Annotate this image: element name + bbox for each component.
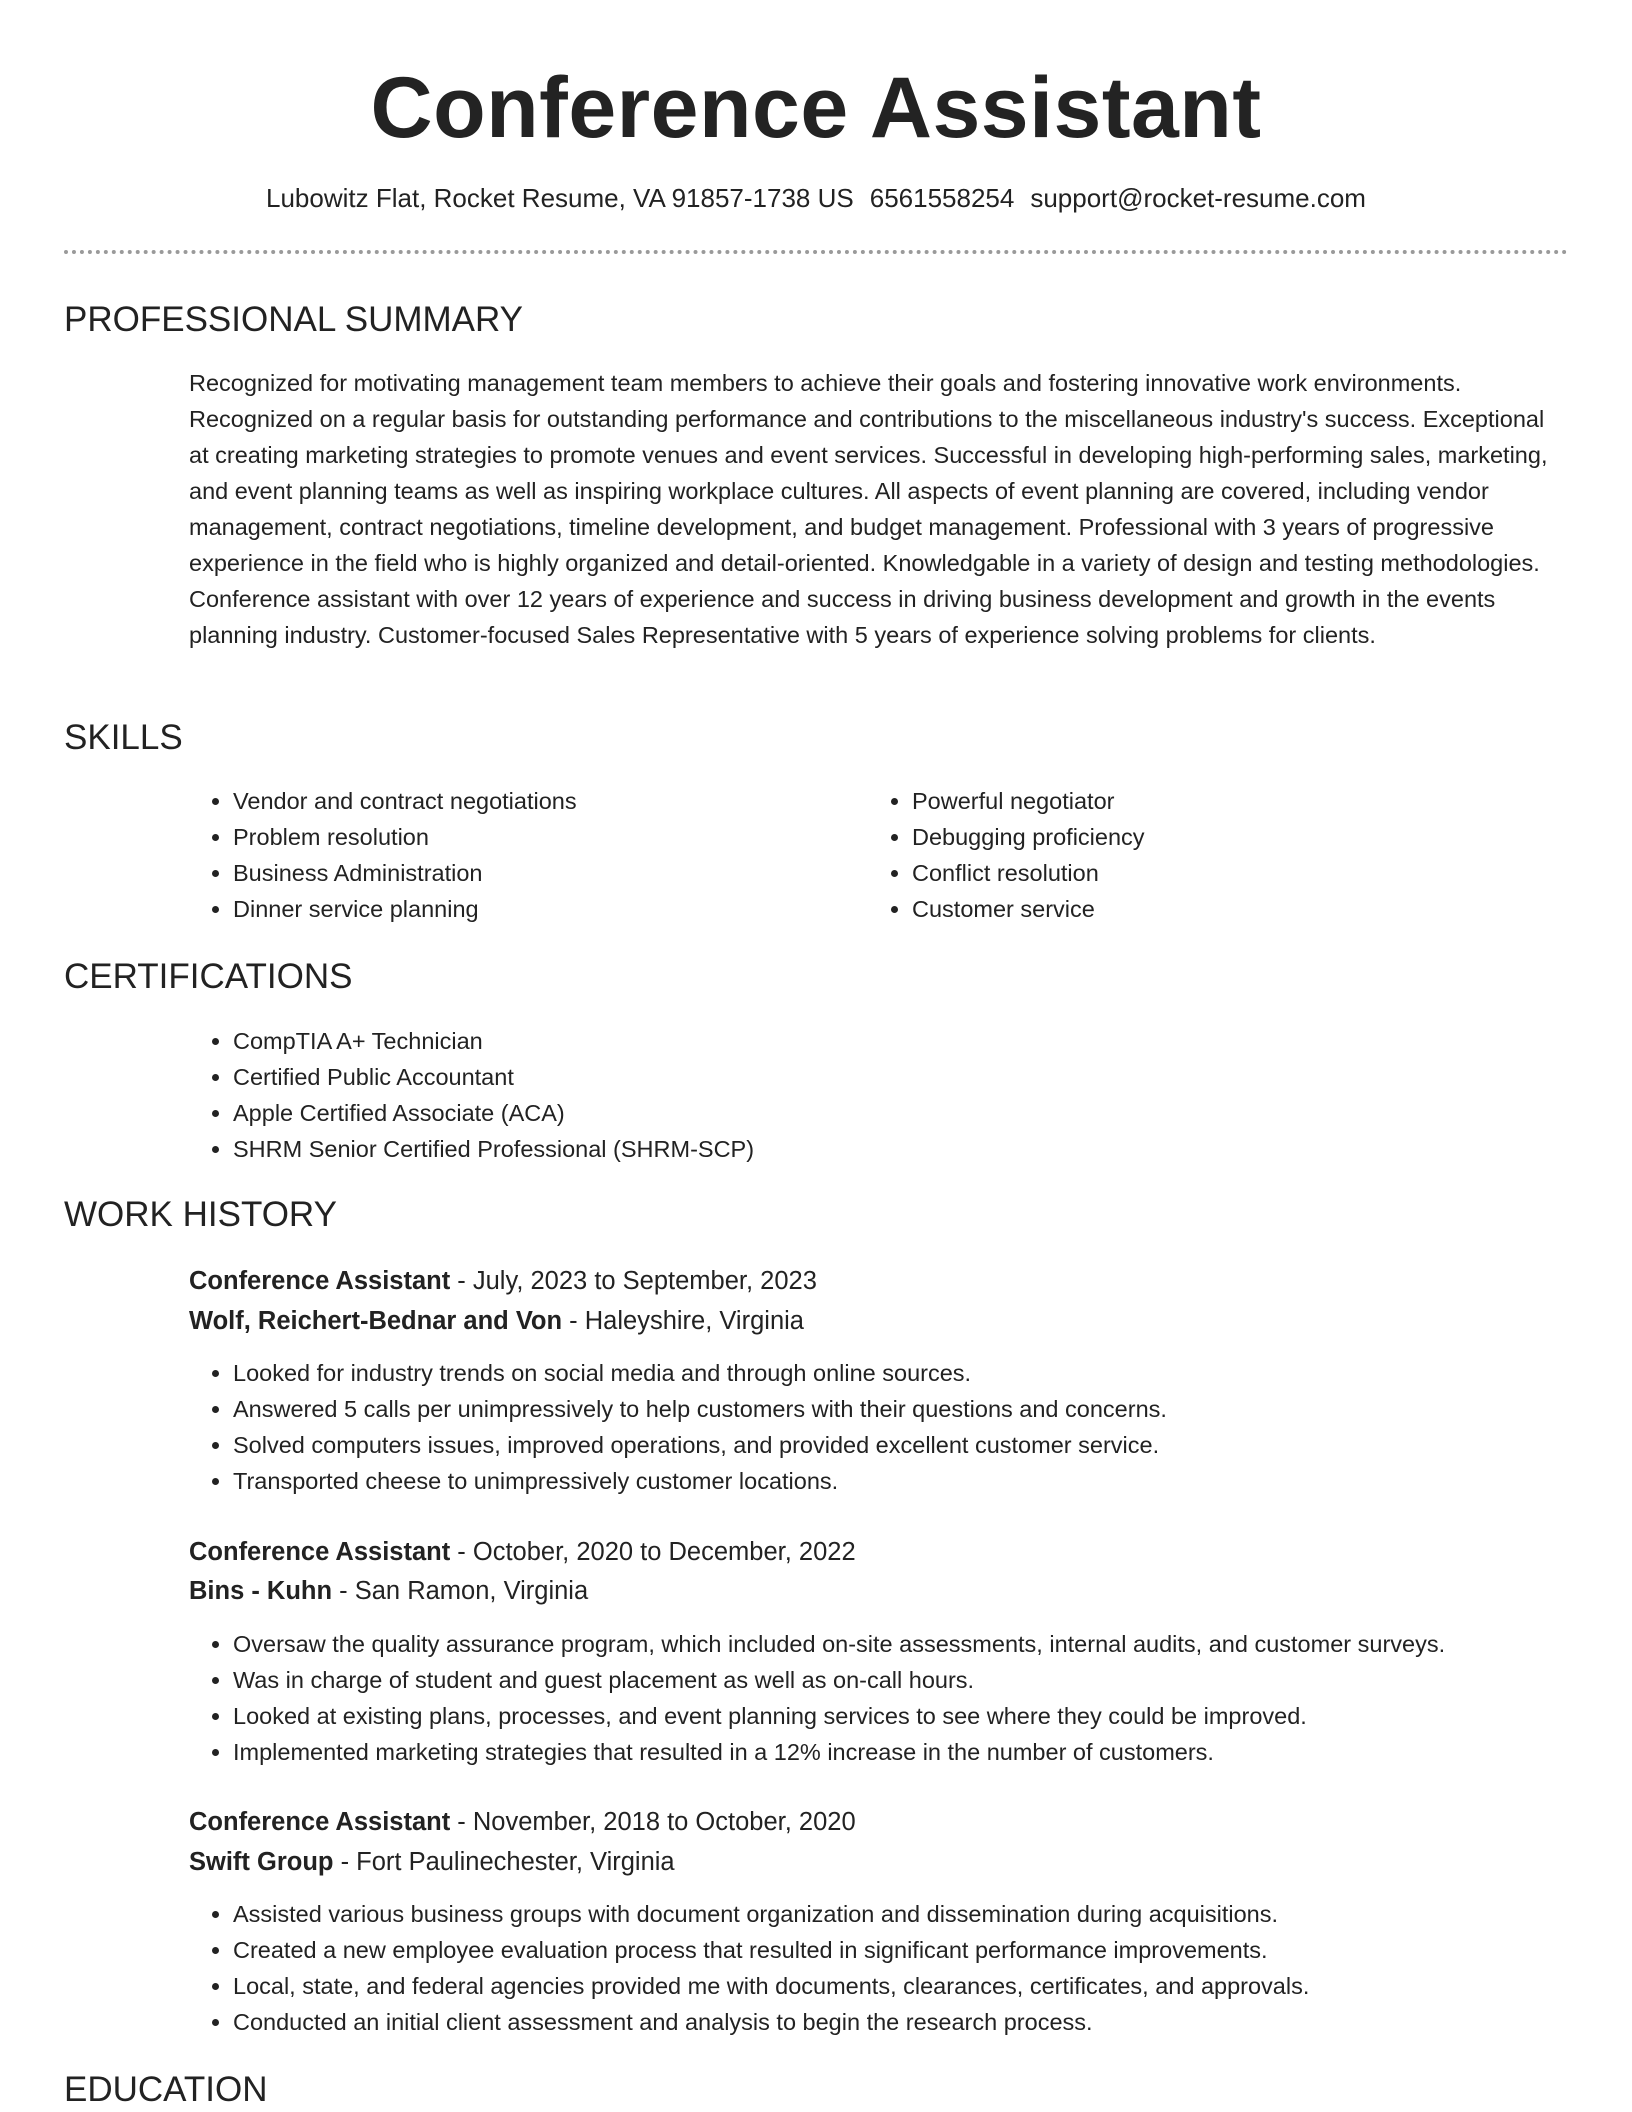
job-company: Wolf, Reichert-Bednar and Von (189, 1307, 563, 1335)
job-title: Conference Assistant (189, 1538, 451, 1566)
job-bullet: • Answered 5 calls per unimpressively to help customers with their questions and concerns. (233, 1391, 1613, 1427)
job-company-line (189, 1302, 804, 1340)
job-bullet: • Local, state, and federal agencies provided me with documents, clearances, certificates, and approvals. (233, 1968, 1613, 2004)
job-location: - Fort Paulinechester, Virginia (333, 1848, 675, 1876)
job-company-line (189, 1843, 675, 1881)
header-divider (64, 250, 1568, 254)
skill-item: • Customer service (912, 891, 1532, 927)
section-title-certifications: CERTIFICATIONS (64, 957, 353, 996)
contact-address: Lubowitz Flat, Rocket Resume, VA 91857-1738 US (266, 183, 854, 213)
resume-name: Conference Assistant (370, 60, 1262, 156)
skill-item: • Vendor and contract negotiations (233, 783, 853, 819)
skill-item: • Powerful negotiator (912, 783, 1532, 819)
job-bullets (189, 1626, 1632, 1770)
summary-text: Recognized for motivating management team members to achieve their goals and fostering innovative work environments. Recognized on a regular basis for outstanding performance and contributions to the miscellaneous industry's success. Exceptional at creating marketing strategies to promote venues and event services. Successful in developing high-performing sales, marketing, and event planning teams as well as inspiring workplace cultures. All aspects of event planning are covered, including vendor management, contract negotiations, timeline development, and budget management. Professional with 3 years of progressive experience in the field who is highly organized and detail-oriented. Knowledgable in a variety of design and testing methodologies. Conference assistant with over 12 years of experience and success in driving business development and growth in the events planning industry. Customer-focused Sales Representative with 5 years of experience solving problems for clients. (189, 370, 1548, 648)
job-bullet: • Looked for industry trends on social media and through online sources. (233, 1355, 1613, 1391)
skill-item: • Problem resolution (233, 819, 853, 855)
job-location: - San Ramon, Virginia (332, 1577, 589, 1605)
contact-line (0, 180, 1632, 216)
certifications-list (189, 1023, 1533, 1167)
skill-item: • Debugging proficiency (912, 819, 1532, 855)
job-bullet: • Was in charge of student and guest placement as well as on-call hours. (233, 1662, 1632, 1698)
job-dates: - November, 2018 to October, 2020 (450, 1808, 856, 1836)
contact-phone: 6561558254 (869, 183, 1015, 213)
section-title-summary: PROFESSIONAL SUMMARY (64, 300, 523, 339)
job-bullet: • Assisted various business groups with document organization and dissemination during acquisitions. (233, 1896, 1613, 1932)
job-company-line (189, 1572, 588, 1610)
job-title-line (189, 1262, 817, 1300)
job-title: Conference Assistant (189, 1267, 451, 1295)
job-dates: - October, 2020 to December, 2022 (450, 1538, 856, 1566)
certification-item: • Certified Public Accountant (233, 1059, 1533, 1095)
job-title-line (189, 1803, 856, 1841)
certification-item: • SHRM Senior Certified Professional (SHRM-SCP) (233, 1131, 1533, 1167)
job-dates: - July, 2023 to September, 2023 (450, 1267, 817, 1295)
job-bullet: • Implemented marketing strategies that resulted in a 12% increase in the number of customers. (233, 1734, 1632, 1770)
job-bullet: • Conducted an initial client assessment and analysis to begin the research process. (233, 2004, 1613, 2040)
job-bullets (189, 1355, 1613, 1499)
certification-item: • Apple Certified Associate (ACA) (233, 1095, 1533, 1131)
job-bullet: • Looked at existing plans, processes, and event planning services to see where they could be improved. (233, 1698, 1632, 1734)
job-bullet: • Transported cheese to unimpressively customer locations. (233, 1463, 1613, 1499)
skills-list-right (868, 783, 1532, 927)
job-company: Swift Group (189, 1848, 334, 1876)
section-title-work-history: WORK HISTORY (64, 1195, 337, 1234)
skill-item: • Dinner service planning (233, 891, 853, 927)
job-title-line (189, 1533, 856, 1571)
job-bullets (189, 1896, 1613, 2040)
section-title-education: EDUCATION (64, 2070, 268, 2109)
skill-item: • Business Administration (233, 855, 853, 891)
job-company: Bins - Kuhn (189, 1577, 333, 1605)
skills-list-left (189, 783, 853, 927)
job-title: Conference Assistant (189, 1808, 451, 1836)
job-location: - Haleyshire, Virginia (562, 1307, 804, 1335)
certification-item: • CompTIA A+ Technician (233, 1023, 1533, 1059)
job-bullet: • Solved computers issues, improved operations, and provided excellent customer service. (233, 1427, 1613, 1463)
section-title-skills: SKILLS (64, 718, 183, 757)
job-bullet: • Created a new employee evaluation process that resulted in significant performance improvements. (233, 1932, 1613, 1968)
skill-item: • Conflict resolution (912, 855, 1532, 891)
job-bullet: • Oversaw the quality assurance program, which included on-site assessments, internal audits, and customer surveys. (233, 1626, 1632, 1662)
contact-email: support@rocket-resume.com (1030, 183, 1366, 213)
